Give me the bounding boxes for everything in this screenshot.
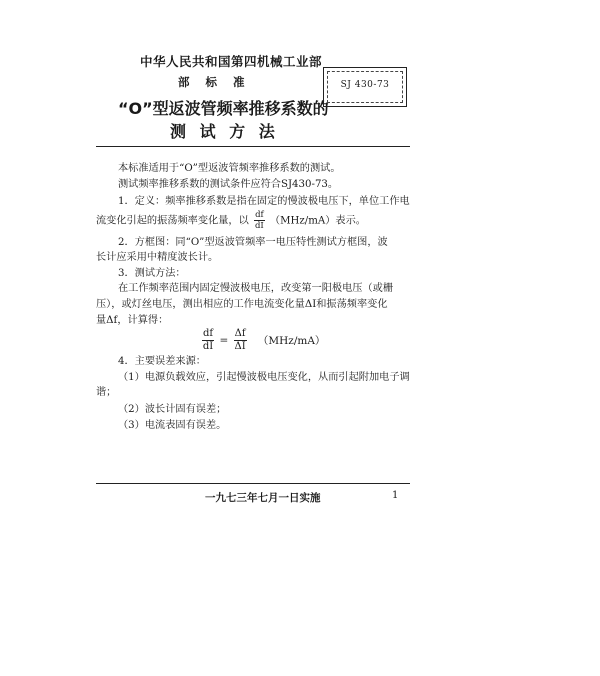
error-1-line-1: （1）电源负载效应，引起慢波极电压变化，从而引起附加电子调 [118, 372, 410, 383]
definition-fraction-denominator: dI [254, 221, 264, 231]
implementation-date: 一九七三年七月一日实施 [205, 492, 321, 504]
error-1-line-2: 谐； [96, 387, 117, 398]
standard-code-box [323, 67, 407, 107]
formula-rhs-numerator: Δf [234, 328, 246, 339]
intro-line-2: 测试频率推移系数的测试条件应符合SJ430-73。 [118, 179, 339, 190]
formula-lhs-denominator: dI [202, 341, 214, 352]
standard-type: 部 标 准 [178, 75, 245, 89]
method-line-3: 量Δf，计算得： [96, 315, 169, 326]
error-3: （3）电流表固有误差。 [118, 420, 227, 431]
formula-rhs-denominator: ΔI [234, 341, 246, 352]
method-line-1: 在工作频率范围内固定慢波极电压，改变第一阳极电压（或栅 [118, 283, 394, 294]
definition-line-2 [96, 210, 366, 231]
definition-text-pre: 流变化引起的振荡频率变化量，以 [96, 215, 249, 227]
formula-equals: = [219, 334, 229, 347]
definition-fraction [254, 210, 265, 231]
standard-code: SJ 430-73 [340, 80, 390, 90]
formula-lhs-numerator: df [203, 328, 214, 339]
block-diagram-line-1: 2．方框图：同“O”型返波管频率一电压特性测试方框图，波 [118, 237, 388, 248]
formula-unit: （MHz/mA） [257, 334, 326, 347]
method-line-2: 压），或灯丝电压，测出相应的工作电流变化量ΔI和振荡频率变化 [96, 299, 388, 310]
formula-rhs-fraction [234, 328, 247, 353]
definition-text-post: （MHz/mA）表示。 [269, 215, 366, 227]
formula [200, 328, 325, 353]
definition-fraction-numerator: df [255, 210, 264, 220]
issuing-ministry: 中华人民共和国第四机械工业部 [140, 54, 323, 69]
formula-lhs-fraction [202, 328, 214, 353]
errors-heading: 4．主要误差来源： [118, 356, 206, 367]
method-heading: 3．测试方法： [118, 268, 186, 279]
intro-line-1: 本标准适用于“O”型返波管频率推移系数的测试。 [118, 163, 341, 174]
document-title-line-2: 测 试 方 法 [170, 122, 279, 141]
document-title-line-1: “O”型返波管频率推移系数的 [118, 99, 329, 118]
block-diagram-line-2: 长计应采用中精度波长计。 [96, 252, 219, 263]
header-divider [96, 146, 410, 147]
definition-line-1: 1．定义：频率推移系数是指在固定的慢波极电压下，单位工作电 [118, 196, 410, 207]
page-number: 1 [392, 490, 399, 501]
footer-divider [96, 483, 410, 484]
error-2: （2）波长计固有误差； [118, 404, 227, 415]
